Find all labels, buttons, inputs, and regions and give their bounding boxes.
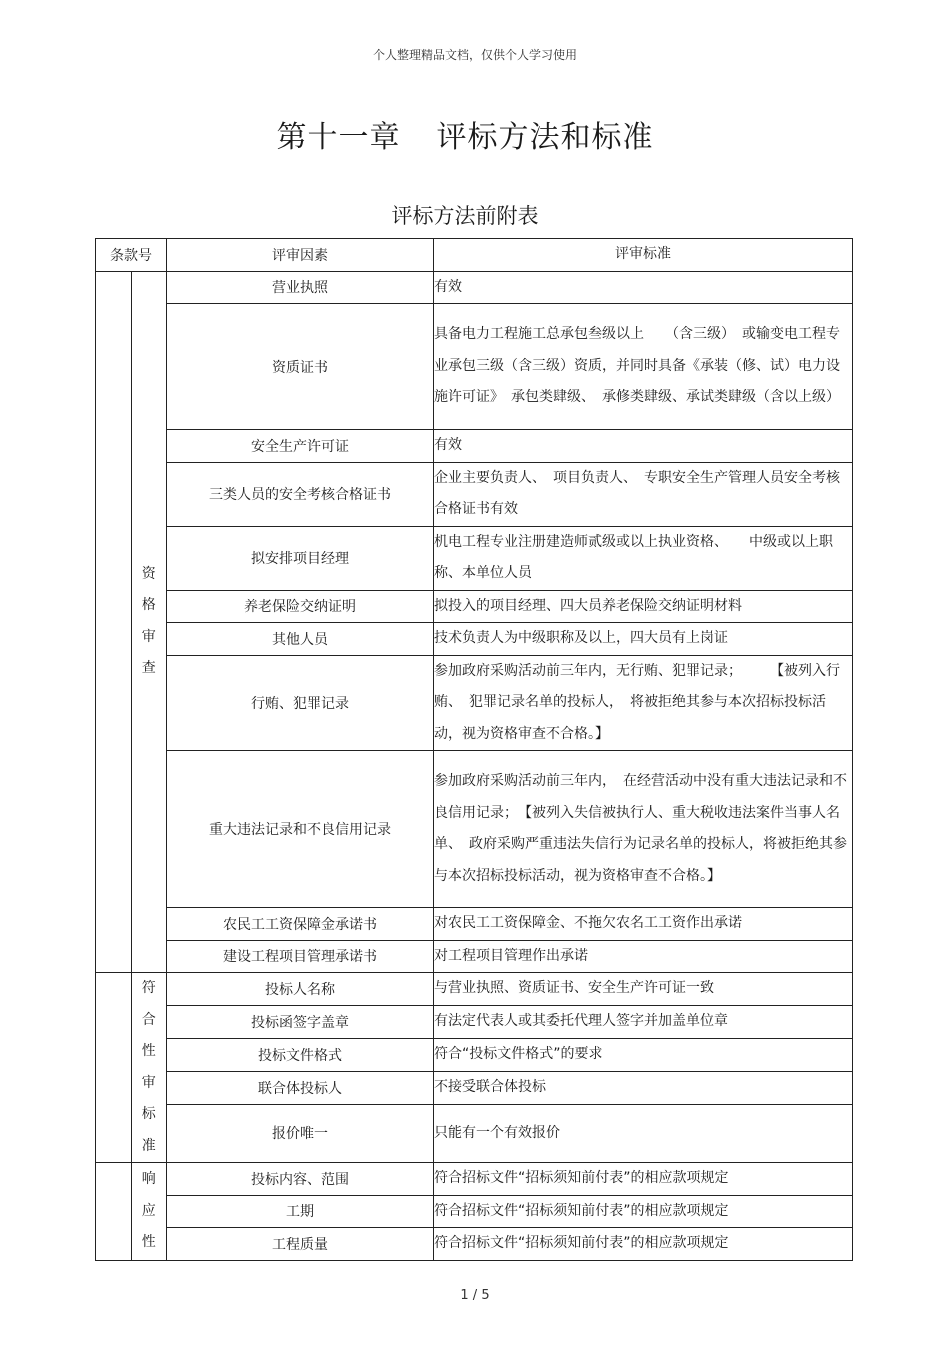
group-label-qualification [131, 271, 167, 973]
table-row [96, 1104, 853, 1163]
factor-cell: 养老保险交纳证明 [167, 590, 434, 623]
group-label-text: 资格审查 [141, 565, 156, 677]
standard-cell: 拟投入的项目经理、四大员养老保险交纳证明材料 [434, 590, 853, 623]
table-row [96, 973, 853, 1006]
standard-cell: 符合招标文件“招标须知前付表”的相应款项规定 [434, 1228, 853, 1261]
standard-cell: 对工程项目管理作出承诺 [434, 940, 853, 973]
factor-cell: 资质证书 [167, 304, 434, 430]
column-header-clause: 条款号 [96, 239, 167, 272]
table-row [96, 1228, 853, 1261]
standard-cell: 只能有一个有效报价 [434, 1104, 853, 1163]
table-row [96, 1071, 853, 1104]
table-row [96, 304, 853, 430]
factor-cell: 营业执照 [167, 271, 434, 304]
standard-cell: 机电工程专业注册建造师贰级或以上执业资格、 中级或以上职称、本单位人员 [434, 526, 853, 590]
factor-cell: 投标内容、范围 [167, 1163, 434, 1196]
group-label-responsiveness [131, 1163, 167, 1261]
clause-number-cell [96, 1163, 132, 1261]
table-row [96, 462, 853, 526]
factor-cell: 投标文件格式 [167, 1038, 434, 1071]
column-header-standard: 评审标准 [434, 239, 853, 272]
factor-cell: 安全生产许可证 [167, 430, 434, 463]
standard-cell: 有法定代表人或其委托代理人签字并加盖单位章 [434, 1005, 853, 1038]
factor-cell: 拟安排项目经理 [167, 526, 434, 590]
clause-number-cell [96, 973, 132, 1163]
factor-cell: 联合体投标人 [167, 1071, 434, 1104]
table-row [96, 526, 853, 590]
table-row [96, 940, 853, 973]
standard-cell: 参加政府采购活动前三年内， 在经营活动中没有重大违法记录和不良信用记录； 【被列入失信被执行人、重大税收违法案件当事人名单、 政府采购严重违法失信行为记录名单的投标人，将被拒绝其参与本次招标投标活动，视为资格审查不合格。】 [434, 751, 853, 908]
standard-cell: 企业主要负责人、 项目负责人、 专职安全生产管理人员安全考核合格证书有效 [434, 462, 853, 526]
table-row [96, 751, 853, 908]
table-row [96, 908, 853, 941]
factor-cell: 报价唯一 [167, 1104, 434, 1163]
clause-number-cell [96, 271, 132, 973]
factor-cell: 投标函签字盖章 [167, 1005, 434, 1038]
standard-cell: 符合招标文件“招标须知前付表”的相应款项规定 [434, 1163, 853, 1196]
standard-cell: 具备电力工程施工总承包叁级以上 （含三级） 或输变电工程专业承包三级（含三级）资质，并同时具备《承装（修、试）电力设施许可证》 承包类肆级、 承修类肆级、承试类肆级（含以上级） [434, 304, 853, 430]
table-row [96, 1163, 853, 1196]
chapter-title [0, 112, 930, 156]
table-row [96, 1005, 853, 1038]
factor-cell: 行贿、犯罪记录 [167, 655, 434, 751]
page-number: 1 / 5 [460, 1288, 490, 1303]
factor-cell: 工期 [167, 1195, 434, 1228]
factor-cell: 工程质量 [167, 1228, 434, 1261]
header-note: 个人整理精品文档，仅供个人学习使用 [372, 48, 577, 62]
table-title: 评标方法前附表 [391, 204, 539, 228]
factor-cell: 投标人名称 [167, 973, 434, 1006]
header-row [96, 239, 853, 272]
evaluation-table [95, 238, 853, 1261]
factor-cell: 重大违法记录和不良信用记录 [167, 751, 434, 908]
table-row [96, 1038, 853, 1071]
standard-cell: 对农民工工资保障金、不拖欠农名工工资作出承诺 [434, 908, 853, 941]
standard-cell: 符合招标文件“招标须知前付表”的相应款项规定 [434, 1195, 853, 1228]
group-label-text: 响应性 [141, 1171, 156, 1250]
table-row [96, 430, 853, 463]
standard-cell: 与营业执照、资质证书、安全生产许可证一致 [434, 973, 853, 1006]
factor-cell: 其他人员 [167, 623, 434, 656]
standard-cell: 参加政府采购活动前三年内，无行贿、犯罪记录； 【被列入行贿、 犯罪记录名单的投标人， 将被拒绝其参与本次招标投标活动，视为资格审查不合格。】 [434, 655, 853, 751]
group-label-text: 符合性审标准 [141, 980, 156, 1154]
table-row [96, 1195, 853, 1228]
standard-cell: 有效 [434, 271, 853, 304]
factor-cell: 建设工程项目管理承诺书 [167, 940, 434, 973]
table-row [96, 623, 853, 656]
standard-cell: 有效 [434, 430, 853, 463]
factor-cell: 三类人员的安全考核合格证书 [167, 462, 434, 526]
table-row [96, 271, 853, 304]
table-row [96, 590, 853, 623]
column-header-factor: 评审因素 [167, 239, 434, 272]
chapter-number: 第十一章 [276, 120, 401, 155]
standard-cell: 技术负责人为中级职称及以上，四大员有上岗证 [434, 623, 853, 656]
standard-cell: 符合“投标文件格式”的要求 [434, 1038, 853, 1071]
group-label-conformity [131, 973, 167, 1163]
table-row [96, 655, 853, 751]
standard-cell: 不接受联合体投标 [434, 1071, 853, 1104]
factor-cell: 农民工工资保障金承诺书 [167, 908, 434, 941]
chapter-name: 评标方法和标准 [436, 120, 654, 155]
